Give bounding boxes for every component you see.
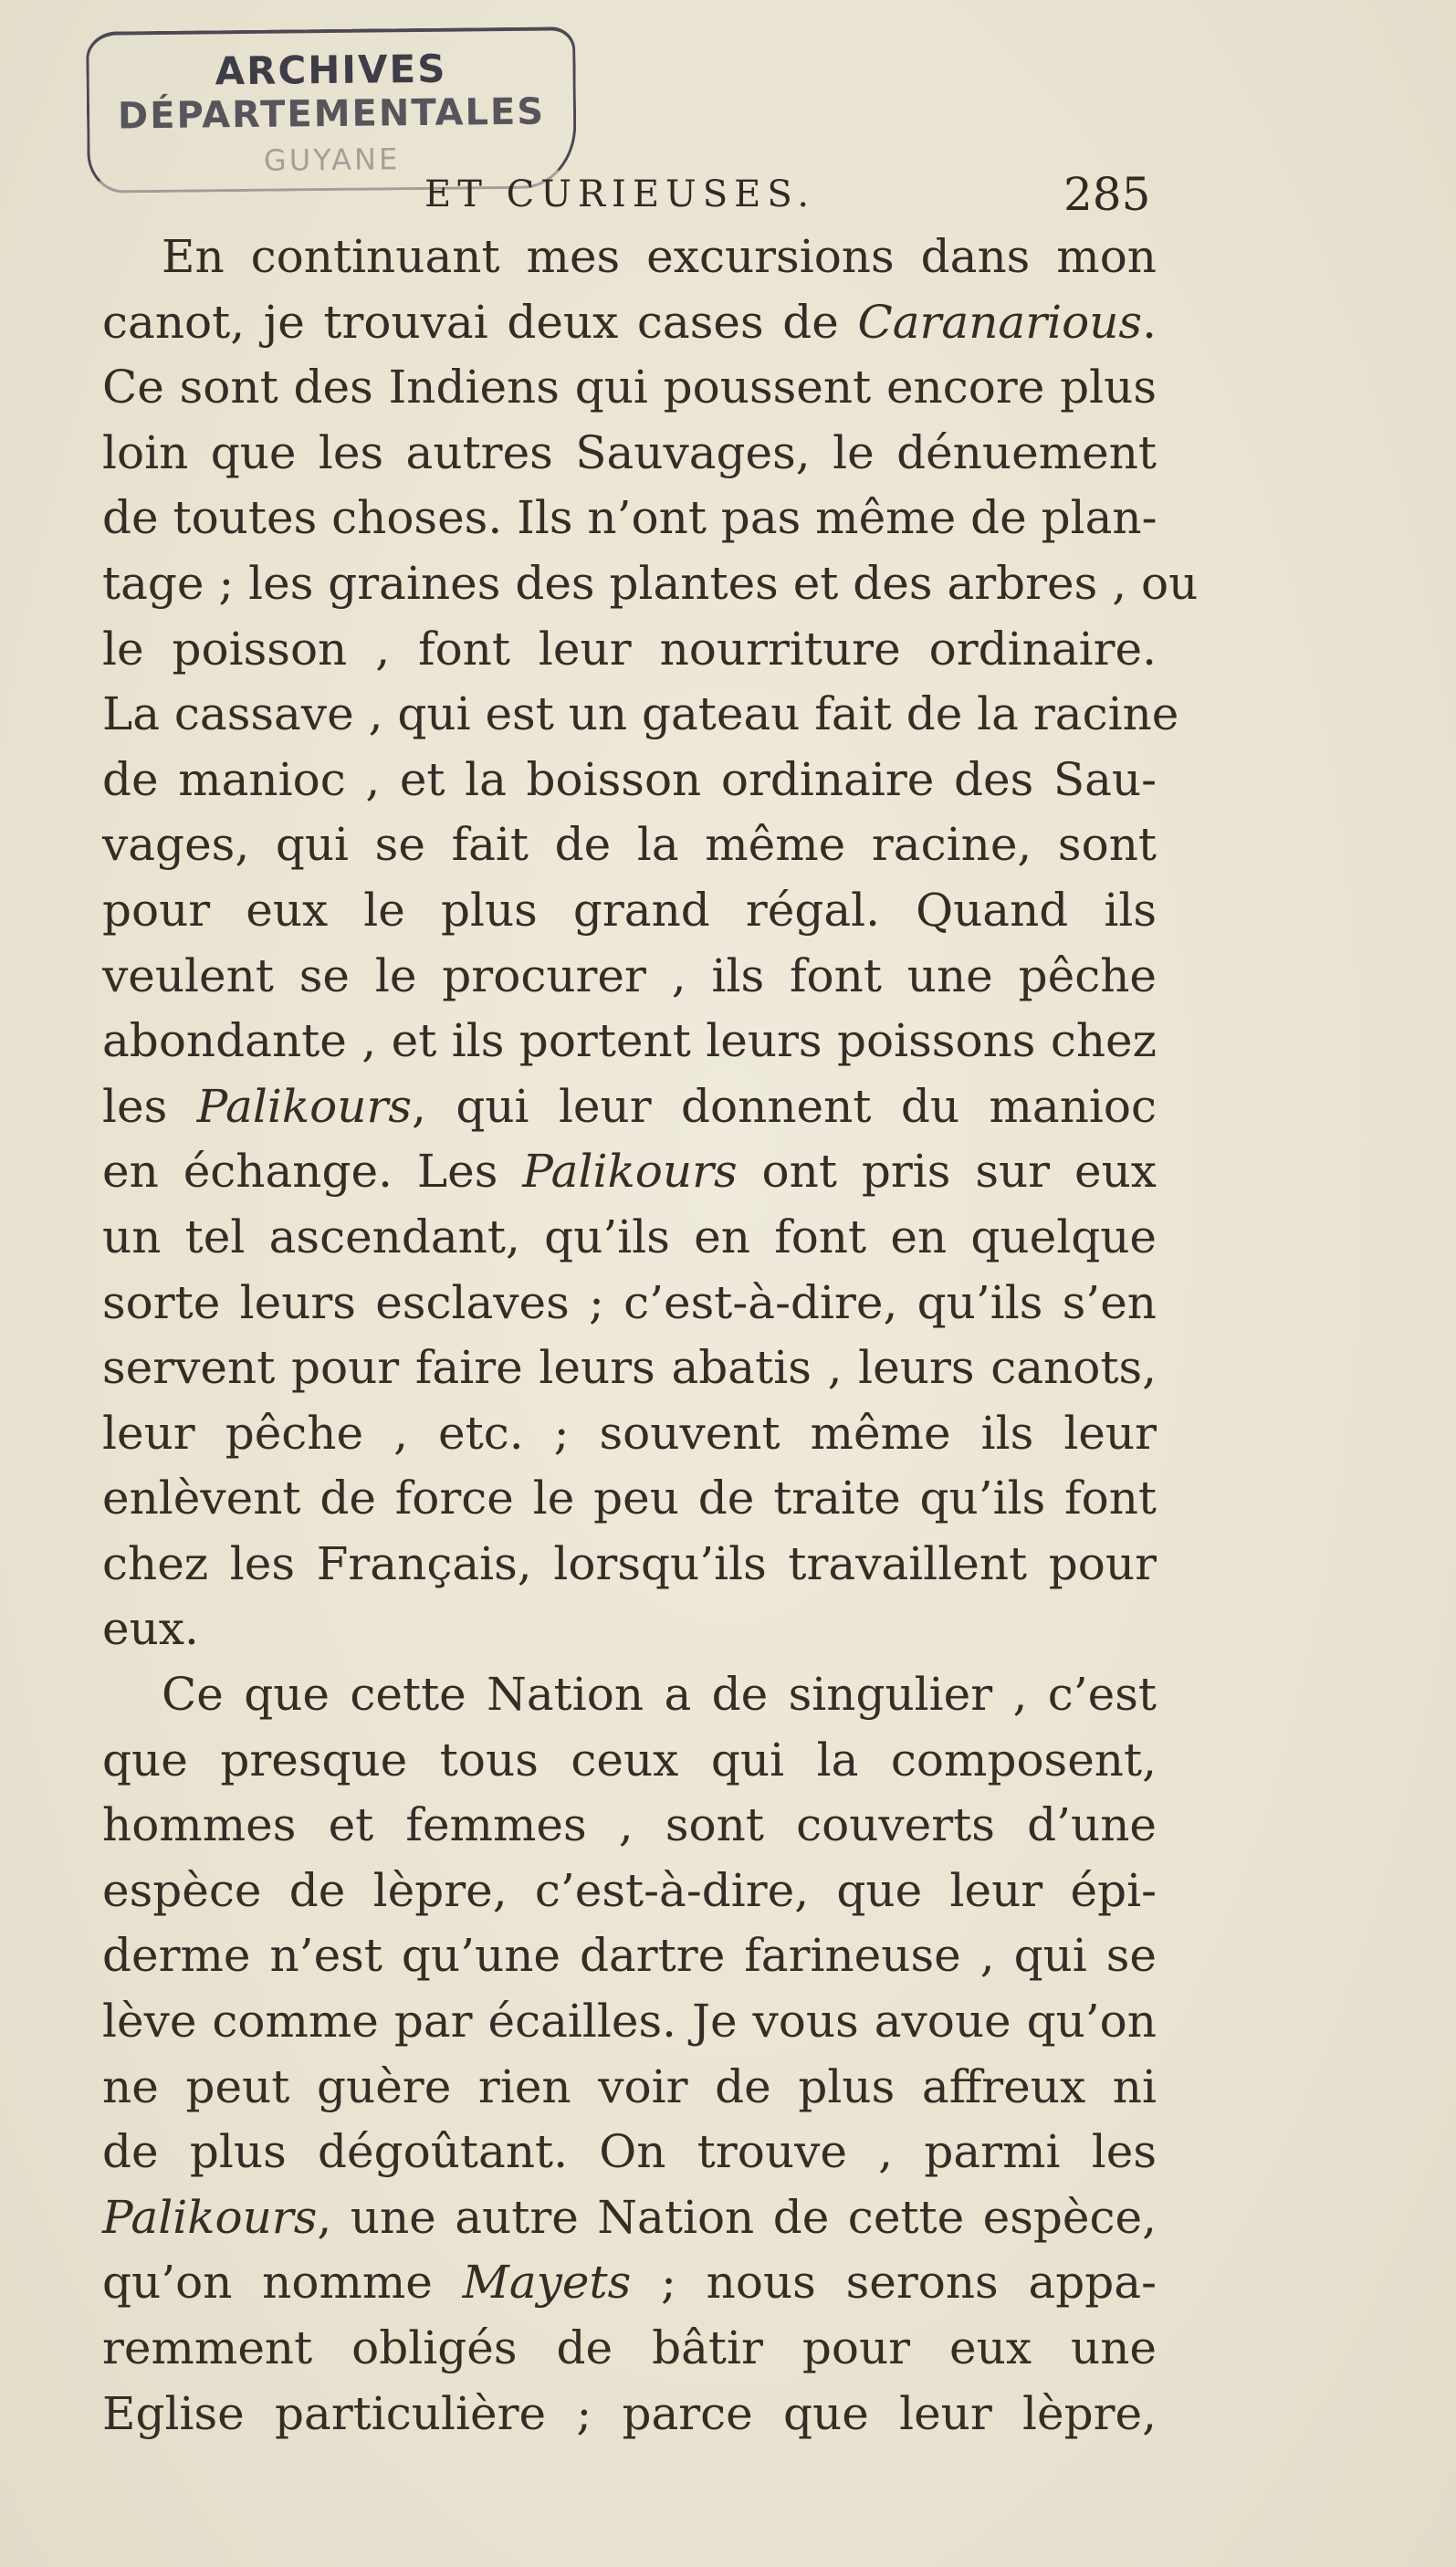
text-line: Ce que cette Nation a de singulier , c’est xyxy=(162,1668,1157,1722)
nation-name-italic: Palikours xyxy=(102,2190,318,2244)
running-title: ET CURIEUSES. xyxy=(424,173,816,215)
text-line: vages, qui se fait de la même racine, sont xyxy=(102,818,1157,872)
archive-stamp xyxy=(86,26,577,194)
nation-name-italic: Palikours xyxy=(522,1145,738,1199)
running-head xyxy=(0,168,1456,228)
text-line: leur pêche , etc. ; souvent même ils leur xyxy=(102,1406,1157,1460)
text-line: servent pour faire leurs abatis , leurs canots, xyxy=(102,1341,1157,1395)
stamp-line-archives: ARCHIVES xyxy=(215,46,447,94)
text-line: Palikours, une autre Nation de cette espèce, xyxy=(102,2190,1157,2244)
text-line: les Palikours, qui leur donnent du manioc xyxy=(102,1079,1157,1133)
text-line: Eglise particulière ; parce que leur lèpre, xyxy=(102,2386,1157,2440)
stamp-line-guyane: GUYANE xyxy=(263,141,401,178)
text-line: En continuant mes excursions dans mon xyxy=(162,230,1157,283)
text-line: abondante , et ils portent leurs poissons chez xyxy=(102,1014,1157,1068)
nation-name-italic: Mayets xyxy=(462,2256,632,2310)
text-line: de toutes choses. Ils n’ont pas même de plan- xyxy=(102,491,1157,545)
text-line: chez les Français, lorsqu’ils travaillent pour xyxy=(102,1536,1157,1590)
text-line: remment obligés de bâtir pour eux une xyxy=(102,2321,1157,2374)
text-line: ne peut guère rien voir de plus affreux ni xyxy=(102,2059,1157,2113)
text-line: en échange. Les Palikours ont pris sur eux xyxy=(102,1145,1157,1199)
text-line: que presque tous ceux qui la composent, xyxy=(102,1733,1157,1786)
page-number: 285 xyxy=(1063,168,1151,221)
text-line: hommes et femmes , sont couverts d’une xyxy=(102,1798,1157,1852)
text-line: Ce sont des Indiens qui poussent encore plus xyxy=(102,361,1157,414)
place-name-italic: Caranarious xyxy=(857,295,1143,349)
text-line: espèce de lèpre, c’est-à-dire, que leur épi- xyxy=(102,1863,1157,1917)
text-line: pour eux le plus grand régal. Quand ils xyxy=(102,883,1157,937)
text-line: de plus dégoûtant. On trouve , parmi les xyxy=(102,2125,1157,2179)
body-text xyxy=(102,225,1199,2447)
text-line: La cassave , qui est un gateau fait de la racine xyxy=(102,687,1179,741)
text-line: lève comme par écailles. Je vous avoue qu’on xyxy=(102,1995,1157,2048)
text-line: le poisson , font leur nourriture ordinaire. xyxy=(102,622,1157,676)
text-line: sorte leurs esclaves ; c’est-à-dire, qu’ils s’en xyxy=(102,1275,1157,1329)
text-line: de manioc , et la boisson ordinaire des Sau- xyxy=(102,752,1157,806)
text-line: tage ; les graines des plantes et des arbres , ou xyxy=(102,556,1199,610)
text-line: veulent se le procurer , ils font une pêche xyxy=(102,948,1157,1002)
nation-name-italic: Palikours xyxy=(196,1079,413,1133)
stamp-line-departementales: DÉPARTEMENTALES xyxy=(117,90,546,138)
text-line: enlèvent de force le peu de traite qu’ils font xyxy=(102,1472,1157,1525)
text-line: derme n’est qu’une dartre farineuse , qui se xyxy=(102,1929,1157,1983)
text-line-paragraph-end: eux. xyxy=(102,1602,199,1656)
text-line: canot, je trouvai deux cases de Caranarious. xyxy=(102,295,1157,349)
text-line: loin que les autres Sauvages, le dénuement xyxy=(102,425,1157,479)
text-line: un tel ascendant, qu’ils en font en quelque xyxy=(102,1210,1157,1263)
text-line: qu’on nomme Mayets ; nous serons appa- xyxy=(102,2256,1157,2310)
